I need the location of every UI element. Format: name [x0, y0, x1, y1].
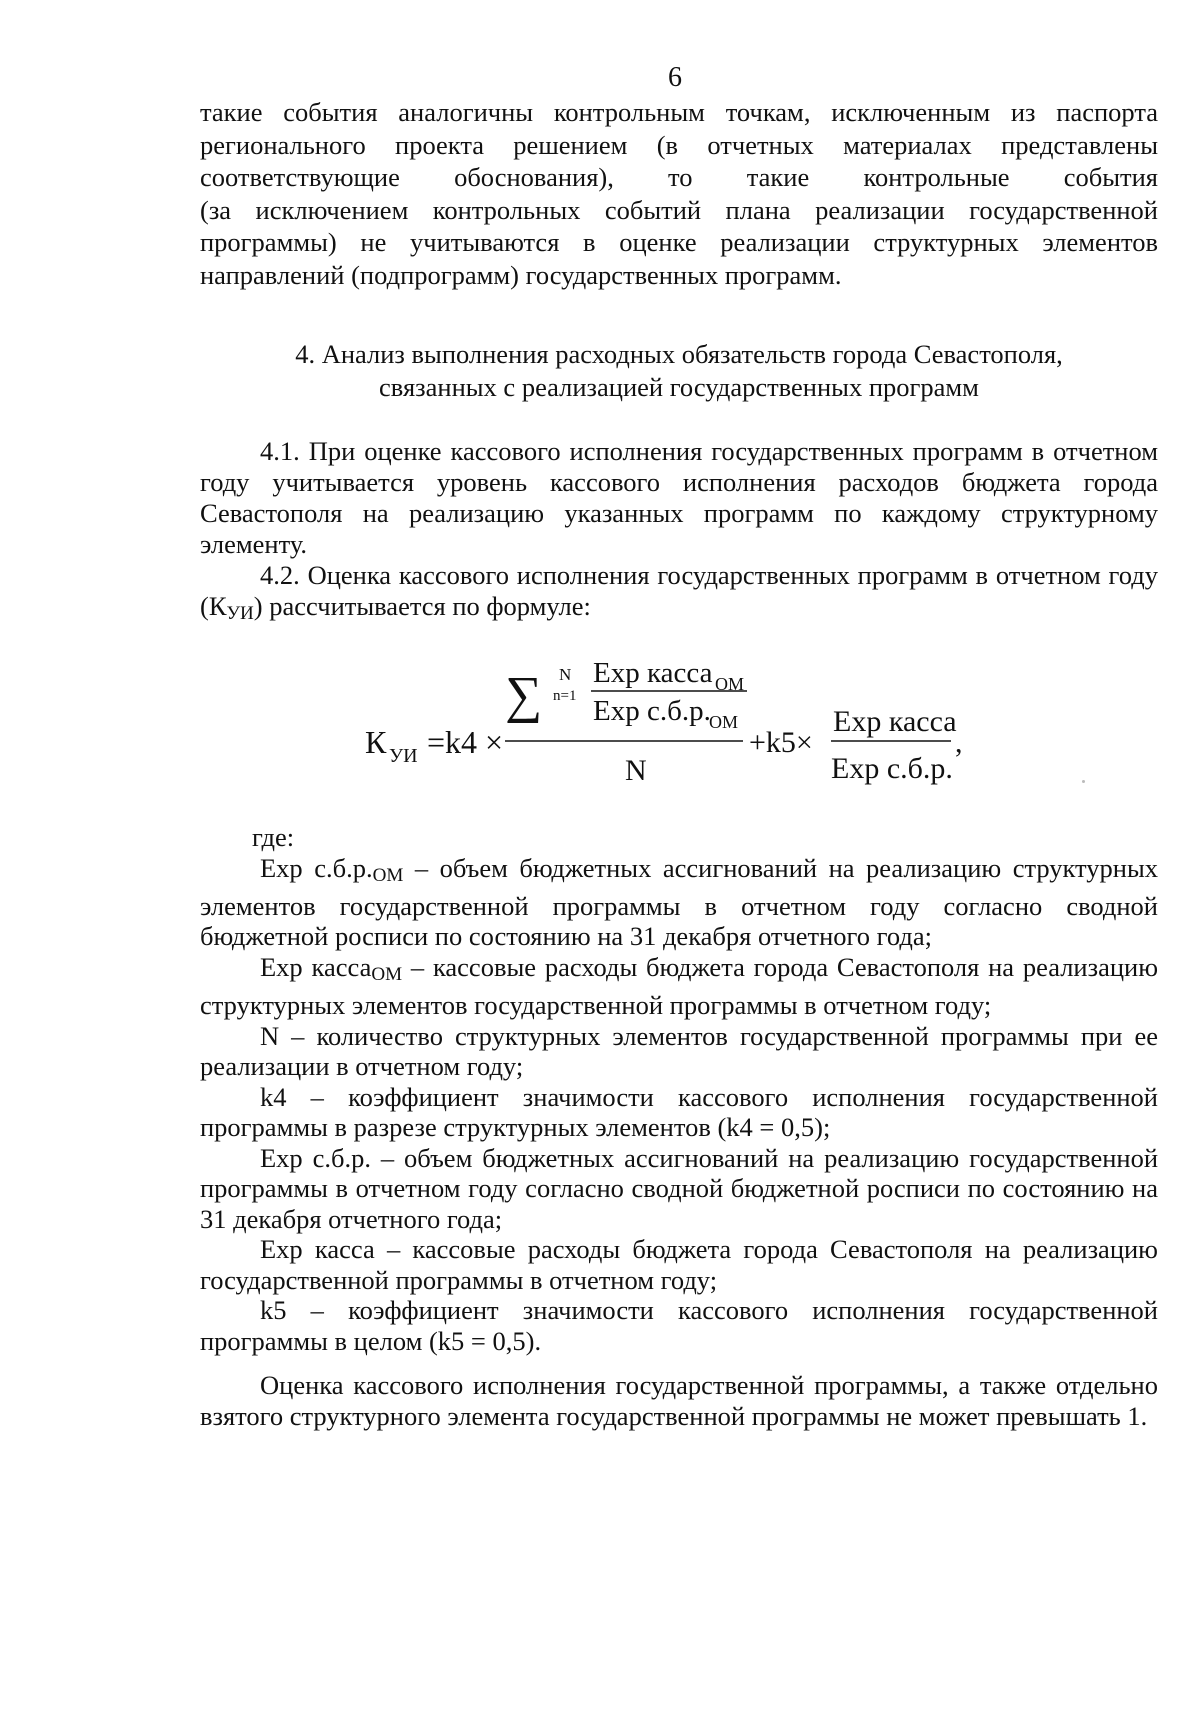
definition-item — [200, 1234, 1158, 1295]
intro-line: такие события аналогичны контрольным точкам, исключенным из паспорта — [200, 97, 1158, 127]
scan-speck — [1082, 780, 1085, 783]
definition-text: – кассовые расходы бюджета города Севастополя на реализацию структурных элементов государственной программы в отчетном году; — [200, 951, 1158, 1021]
definition-text: – коэффициент значимости кассового исполнения государственной программы в разрезе структурных элементов (k4 = 0,5); — [200, 1081, 1158, 1143]
definition-term: k4 — [260, 1081, 287, 1112]
definition-item — [200, 1295, 1158, 1356]
definition-item — [200, 952, 1158, 1021]
formula-kui — [365, 658, 1085, 808]
formula-inner-num-sub: ОМ — [715, 674, 745, 694]
definition-item — [200, 1143, 1158, 1235]
formula-svg — [365, 658, 1085, 808]
formula-lhs-sub: УИ — [389, 745, 418, 767]
definition-term: Exp касса — [260, 951, 372, 982]
page-number: 6 — [668, 62, 682, 93]
definitions — [200, 822, 1158, 1431]
definition-text: – объем бюджетных ассигнований на реализацию структурных элементов государственной программы в отчетном году согласно сводной бюджетной росписи по состоянию на 31 декабря отчетного года; — [200, 852, 1159, 952]
definition-text: – количество структурных элементов государственной программы при ее реализации в отчетном году; — [200, 1020, 1158, 1082]
section-heading-line: 4. Анализ выполнения расходных обязательств города Севастополя, — [295, 339, 1063, 369]
definition-item — [200, 1021, 1158, 1082]
intro-line: программы) не учитываются в оценке реализации структурных элементов — [200, 227, 1158, 257]
where-label: где: — [252, 822, 295, 852]
intro-paragraph — [200, 96, 1158, 291]
formula-inner-num: Exp касса — [593, 658, 713, 689]
section-4-paragraphs — [200, 436, 1158, 629]
intro-line: направлений (подпрограмм) государственных программ. — [200, 259, 842, 290]
definition-item — [200, 1082, 1158, 1143]
formula-sum-upper: N — [559, 665, 572, 684]
definition-term: Exp касса — [260, 1234, 375, 1265]
formula-lhs: К — [365, 724, 387, 760]
paragraph-4-2-sub: УИ — [226, 602, 254, 624]
definition-term: Exp с.б.р. — [260, 1142, 371, 1173]
definition-term: Exp с.б.р. — [260, 852, 373, 883]
section-heading — [200, 338, 1158, 404]
definition-term: N — [260, 1020, 280, 1051]
formula-sum-lower: n=1 — [553, 688, 577, 704]
paragraph-4-2-text-after: ) рассчитывается по формуле: — [253, 591, 591, 621]
formula-eq-coef: =k4 × — [427, 724, 504, 760]
definition-text: – объем бюджетных ассигнований на реализацию государственной программы в отчетном году согласно сводной бюджетной росписи по состоянию на 31 декабря отчетного года; — [200, 1142, 1158, 1234]
formula-plus-coef: +k5× — [749, 726, 813, 759]
formula-inner-den: Exp с.б.р. — [593, 695, 711, 727]
definition-term: k5 — [260, 1295, 287, 1326]
formula-frac2-den: Exp с.б.р. — [831, 752, 953, 785]
formula-outer-den: N — [625, 754, 647, 787]
formula-trailing-comma: , — [955, 726, 963, 759]
section-heading-line: связанных с реализацией государственных программ — [379, 372, 979, 402]
definition-text: – кассовые расходы бюджета города Севастополя на реализацию государственной программы в отчетном году; — [200, 1234, 1158, 1295]
intro-line: (за исключением контрольных событий плана реализации государственной — [200, 194, 1158, 225]
paragraph-4-2-text: 4.2. Оценка кассового исполнения государственных программ в отчетном году (К — [200, 560, 1158, 621]
paragraph-4-1: 4.1. При оценке кассового исполнения государственных программ в отчетном году учитывается уровень кассового исполнения расходов бюджета города Севастополя на реализацию указанных программ по каждому структурному элементу. — [200, 436, 1158, 559]
definition-item — [200, 853, 1158, 952]
formula-inner-den-sub: ОМ — [709, 712, 739, 732]
formula-sum-symbol: ∑ — [505, 667, 543, 724]
closing-paragraph: Оценка кассового исполнения государственной программы, а также отдельно взятого структурного элемента государственной программы не может превышать 1. — [200, 1370, 1158, 1431]
definition-term-sub: ОМ — [372, 864, 404, 886]
definition-term-sub: ОМ — [371, 963, 403, 985]
intro-line: соответствующие обоснования), то такие контрольные события — [200, 162, 1158, 192]
intro-line: регионального проекта решением (в отчетных материалах представлены — [200, 129, 1158, 160]
definition-text: – коэффициент значимости кассового исполнения государственной программы в целом (k5 = 0,5). — [200, 1295, 1158, 1356]
paragraph-4-2 — [200, 560, 1158, 629]
formula-frac2-num: Exp касса — [833, 705, 957, 738]
